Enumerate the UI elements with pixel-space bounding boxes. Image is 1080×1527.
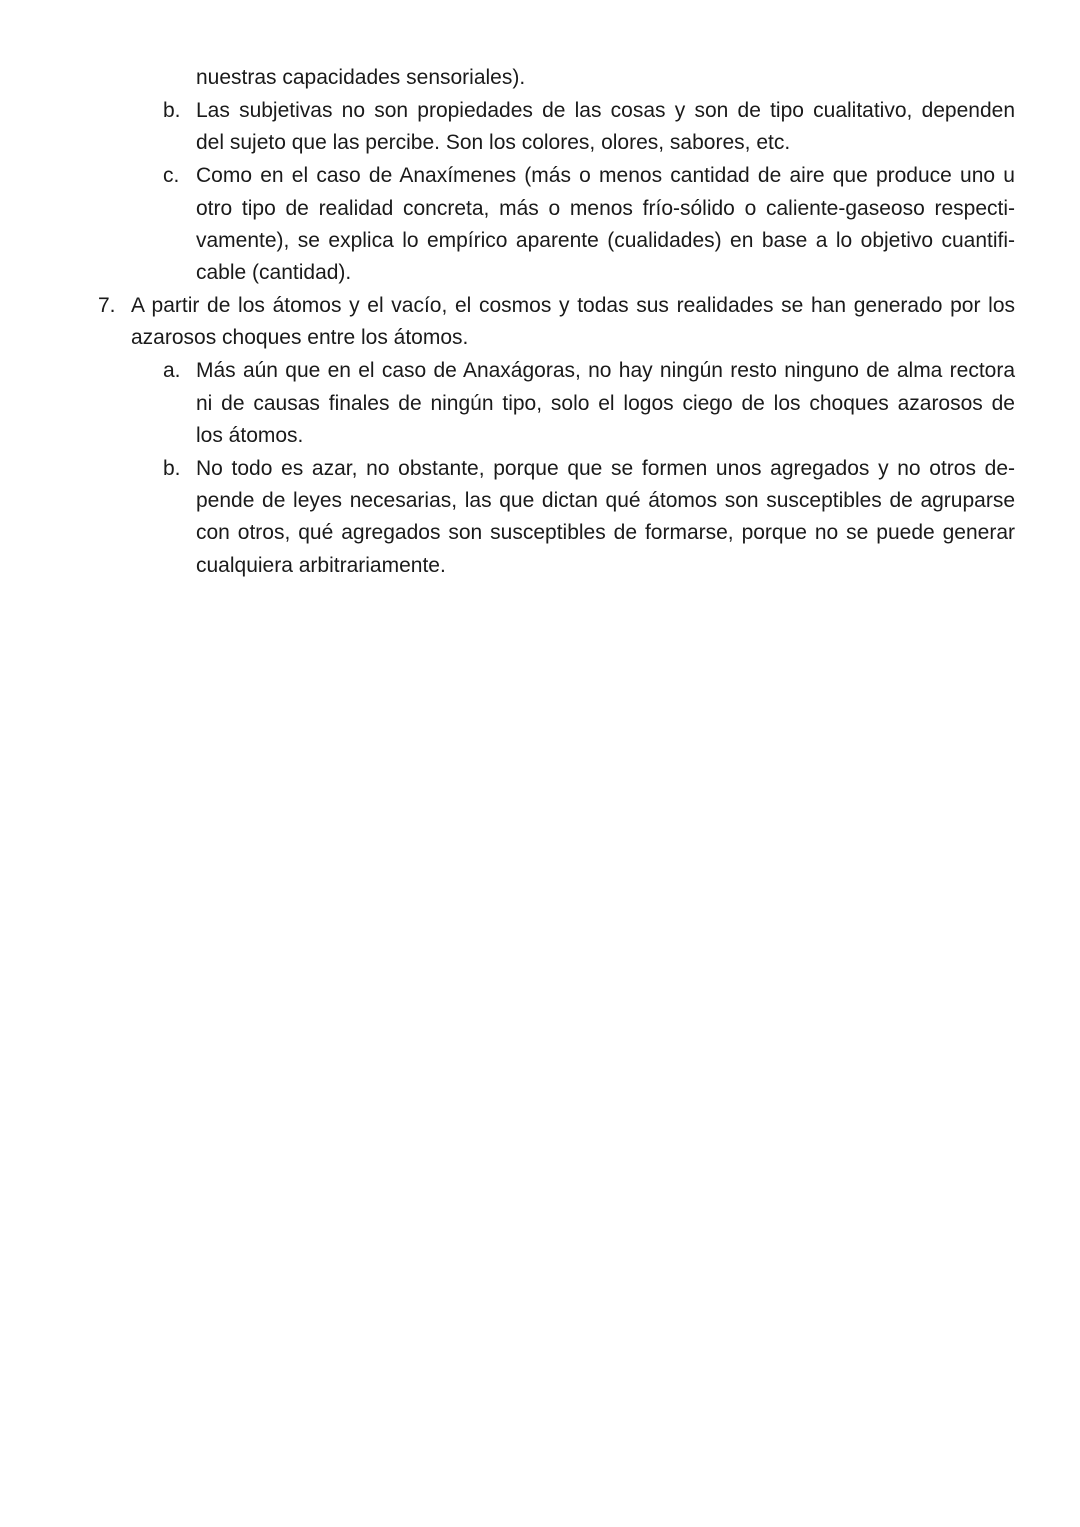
list-item-line: Más aún que en el caso de Anaxágoras, no hay ningún resto ninguno de alma rectora: [196, 359, 1015, 382]
list-item-line: Como en el caso de Anaxímenes (más o menos cantidad de aire que produce uno u: [196, 164, 1015, 187]
list-item-line: vamente), se explica lo empírico aparente (cualidades) en base a lo objetivo cuantifi-: [196, 229, 1015, 252]
list-item-line: del sujeto que las percibe. Son los colores, olores, sabores, etc.: [196, 131, 791, 154]
list-item-line: cualquiera arbitrariamente.: [196, 554, 446, 577]
list-marker: 7.: [98, 294, 116, 317]
list-item-line: ni de causas finales de ningún tipo, solo el logos ciego de los choques azarosos de: [196, 392, 1015, 415]
list-item-line: A partir de los átomos y el vacío, el cosmos y todas sus realidades se han generado por los: [131, 294, 1015, 317]
continuation-line: nuestras capacidades sensoriales).: [196, 66, 526, 89]
list-item-line: Las subjetivas no son propiedades de las cosas y son de tipo cualitativo, dependen: [196, 99, 1015, 122]
list-marker: b.: [163, 99, 181, 122]
list-marker: c.: [163, 164, 180, 187]
list-marker: b.: [163, 457, 181, 480]
list-item-line: pende de leyes necesarias, las que dictan qué átomos son susceptibles de agruparse: [196, 489, 1015, 512]
list-item-line: No todo es azar, no obstante, porque que se formen unos agregados y no otros de-: [196, 457, 1015, 480]
list-marker: a.: [163, 359, 181, 382]
list-item-line: azarosos choques entre los átomos.: [131, 326, 469, 349]
list-item-line: con otros, qué agregados son susceptibles de formarse, porque no se puede generar: [196, 521, 1015, 544]
list-item-line: otro tipo de realidad concreta, más o menos frío-sólido o caliente-gaseoso respecti-: [196, 197, 1015, 220]
list-item-line: los átomos.: [196, 424, 304, 447]
list-item-line: cable (cantidad).: [196, 261, 352, 284]
